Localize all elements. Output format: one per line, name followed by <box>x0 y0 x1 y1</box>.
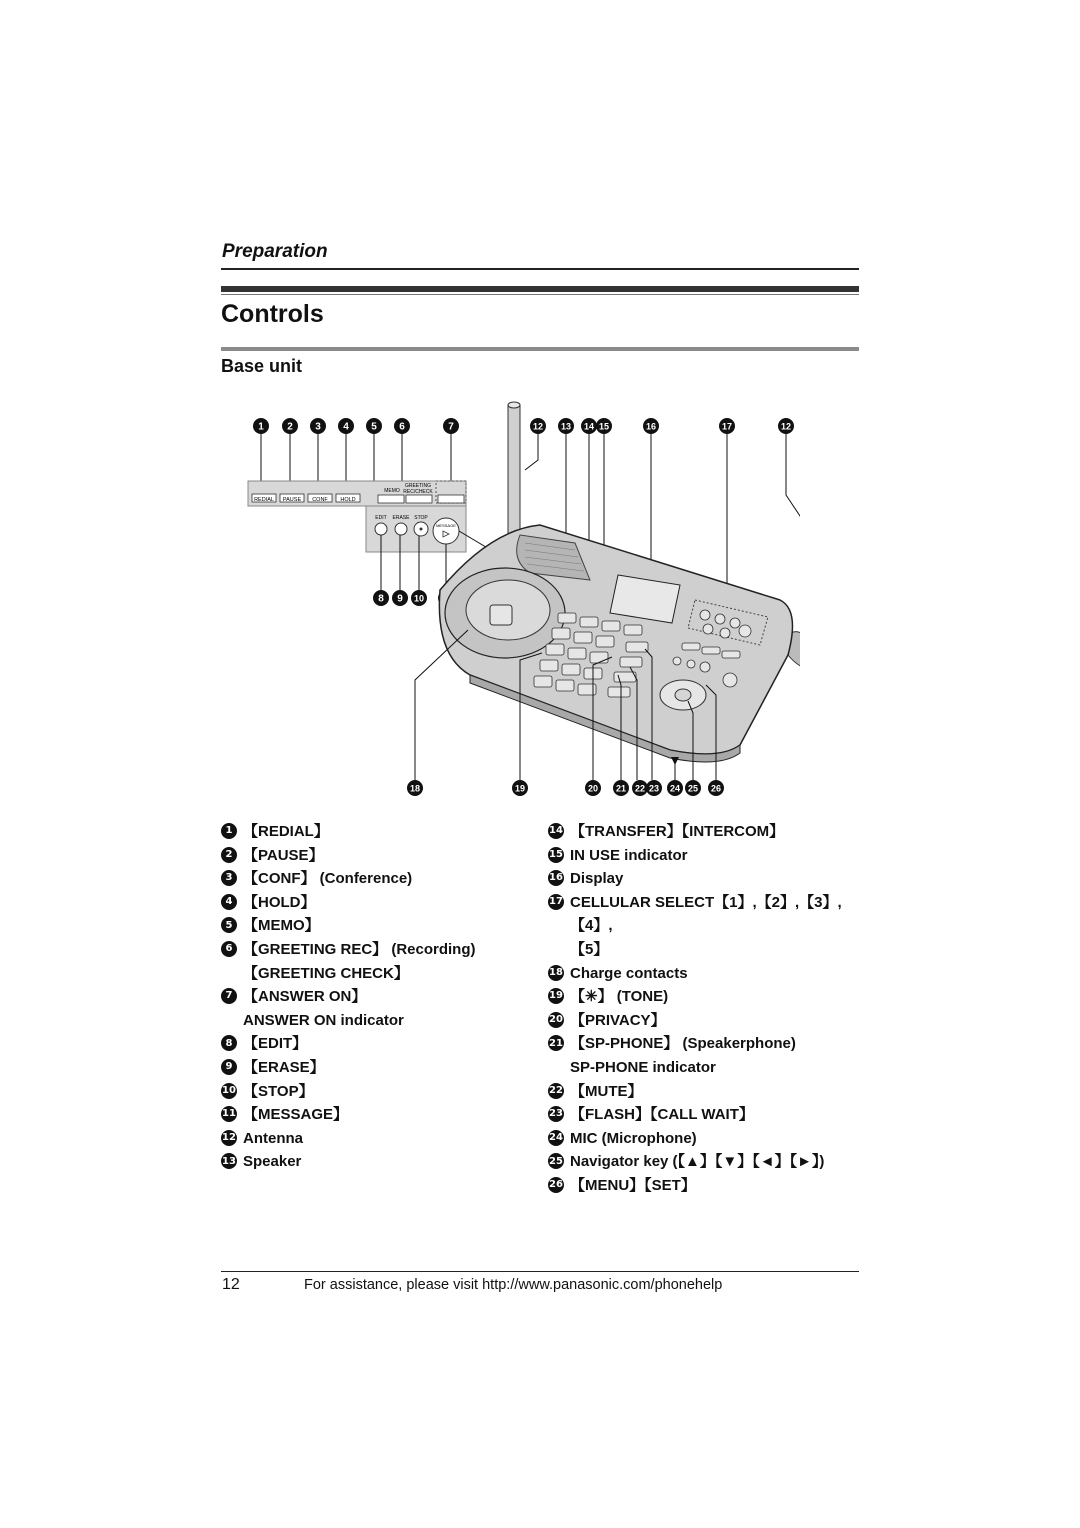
legend-item <box>548 1174 868 1198</box>
svg-text:14: 14 <box>583 421 595 432</box>
legend-number-badge: 13 <box>221 1153 237 1169</box>
footer-rule <box>221 1271 859 1272</box>
legend-item <box>548 1103 868 1127</box>
svg-text:16: 16 <box>645 421 657 432</box>
panel-stop: STOP <box>414 515 428 521</box>
legend-text: Speaker <box>243 1153 302 1171</box>
svg-text:12: 12 <box>780 421 792 432</box>
svg-text:3: 3 <box>315 421 321 433</box>
legend-text: 【HOLD】 <box>243 893 316 911</box>
base-unit-diagram <box>240 395 800 805</box>
legend-item <box>548 1009 868 1033</box>
legend-number-badge: 4 <box>221 894 237 910</box>
legend-text: 【EDIT】 <box>243 1035 308 1053</box>
svg-text:23: 23 <box>648 783 660 794</box>
legend-item <box>548 891 868 962</box>
legend-text: 【TRANSFER】【INTERCOM】 <box>570 823 785 840</box>
section-header: Preparation <box>222 241 328 262</box>
page-title: Controls <box>221 300 324 328</box>
header-rule <box>221 268 859 270</box>
callout-12b <box>778 418 794 434</box>
callouts-top <box>253 418 794 434</box>
svg-text:9: 9 <box>397 593 403 605</box>
svg-text:18: 18 <box>409 783 421 794</box>
callout-7 <box>443 418 459 434</box>
legend-number-badge: 14 <box>548 823 564 839</box>
legend-number-badge: 3 <box>221 870 237 886</box>
callout-5 <box>366 418 382 434</box>
legend-text: Navigator key (【▲】【▼】【◄】【►】) <box>570 1153 825 1171</box>
base-unit-body <box>439 525 792 762</box>
legend-item <box>221 1080 521 1104</box>
legend-number-badge: 23 <box>548 1106 564 1122</box>
legend-number-badge: 12 <box>221 1130 237 1146</box>
legend-item <box>548 1150 868 1174</box>
callouts-bottom <box>407 780 724 796</box>
svg-text:8: 8 <box>378 593 384 605</box>
legend-number-badge: 24 <box>548 1130 564 1146</box>
legend-number-badge: 17 <box>548 894 564 910</box>
legend-text: 【MEMO】 <box>243 917 320 935</box>
legend-text: 【FLASH】【CALL WAIT】 <box>570 1106 754 1124</box>
panel-rec-check: REC/CHECK <box>403 489 433 495</box>
legend-text: 【CONF】 (Conference) <box>243 870 413 888</box>
panel-memo: MEMO <box>384 488 400 494</box>
legend-right <box>548 820 868 1198</box>
legend-text: 【ANSWER ON】 ANSWER ON indicator <box>243 988 404 1029</box>
svg-text:21: 21 <box>615 783 627 794</box>
panel-pause: PAUSE <box>282 497 302 503</box>
svg-text:15: 15 <box>598 421 610 432</box>
legend-text: Antenna <box>243 1129 303 1147</box>
svg-text:20: 20 <box>587 783 599 794</box>
panel-greeting: GREETING <box>404 483 432 489</box>
legend-item <box>221 1150 521 1174</box>
legend-number-badge: 26 <box>548 1177 564 1193</box>
legend-item <box>548 1080 868 1104</box>
legend-number-badge: 2 <box>221 847 237 863</box>
legend-number-badge: 8 <box>221 1035 237 1051</box>
svg-text:22: 22 <box>634 783 646 794</box>
svg-text:4: 4 <box>343 421 349 433</box>
legend-item <box>221 867 521 891</box>
legend-item <box>221 1127 521 1151</box>
legend-number-badge: 5 <box>221 917 237 933</box>
svg-text:2: 2 <box>287 421 293 433</box>
antenna-left <box>508 402 520 543</box>
legend-item <box>548 820 868 844</box>
panel-edit: EDIT <box>375 515 387 521</box>
svg-text:26: 26 <box>710 783 722 794</box>
legend-number-badge: 7 <box>221 988 237 1004</box>
legend-item <box>548 962 868 986</box>
callout-2 <box>282 418 298 434</box>
page-subtitle: Base unit <box>221 356 303 376</box>
legend-item <box>221 914 521 938</box>
svg-text:25: 25 <box>687 783 699 794</box>
legend-number-badge: 18 <box>548 965 564 981</box>
legend-text: Display <box>570 870 624 888</box>
callout-17 <box>719 418 735 434</box>
panel-conf: CONF <box>312 497 328 503</box>
legend-number-badge: 11 <box>221 1106 237 1122</box>
panel-inset <box>248 481 466 552</box>
svg-text:13: 13 <box>560 421 572 432</box>
legend-number-badge: 16 <box>548 870 564 886</box>
legend-text: 【STOP】 <box>243 1082 314 1100</box>
callout-12a <box>530 418 546 434</box>
title-rule-thin <box>221 294 859 295</box>
legend-item <box>221 891 521 915</box>
callout-3 <box>310 418 326 434</box>
svg-text:7: 7 <box>448 421 454 433</box>
legend-item <box>221 1103 521 1127</box>
svg-text:19: 19 <box>514 783 526 794</box>
legend-number-badge: 20 <box>548 1012 564 1028</box>
title-rule-thick <box>221 286 859 292</box>
legend-number-badge: 10 <box>221 1083 237 1099</box>
legend-item <box>221 1032 521 1056</box>
legend-left <box>221 820 521 1174</box>
legend-item <box>221 938 521 985</box>
legend-item <box>221 844 521 868</box>
legend-number-badge: 9 <box>221 1059 237 1075</box>
legend-text: 【MESSAGE】 <box>243 1106 349 1124</box>
panel-erase: ERASE <box>392 515 410 521</box>
svg-text:1: 1 <box>258 421 264 433</box>
callout-6 <box>394 418 410 434</box>
legend-text: 【REDIAL】 <box>243 823 329 840</box>
svg-text:10: 10 <box>413 593 425 604</box>
panel-message: MESSAGE <box>436 523 456 528</box>
panel-redial: REDIAL <box>254 497 274 503</box>
legend-number-badge: 1 <box>221 823 237 839</box>
page-number: 12 <box>222 1276 240 1293</box>
legend-text: 【SP-PHONE】 (Speakerphone) SP-PHONE indicator <box>570 1035 796 1076</box>
svg-text:24: 24 <box>669 783 681 794</box>
legend-text: 【ERASE】 <box>243 1058 325 1076</box>
callout-15 <box>596 418 612 434</box>
svg-text:12: 12 <box>532 421 544 432</box>
legend-number-badge: 21 <box>548 1035 564 1051</box>
legend-item <box>548 867 868 891</box>
legend-item <box>221 985 521 1032</box>
svg-text:5: 5 <box>371 421 377 433</box>
legend-number-badge: 6 <box>221 941 237 957</box>
legend-item <box>548 985 868 1009</box>
legend-item <box>548 1032 868 1079</box>
footer-text: For assistance, please visit http://www.panasonic.com/phonehelp <box>304 1277 723 1293</box>
legend-item <box>221 820 521 844</box>
legend-number-badge: 15 <box>548 847 564 863</box>
subtitle-rule <box>221 347 859 351</box>
legend-text: 【PAUSE】 <box>243 846 324 864</box>
callout-13 <box>558 418 574 434</box>
legend-text: MIC (Microphone) <box>570 1129 697 1147</box>
callout-14 <box>581 418 597 434</box>
legend-text: 【✳】 (TONE) <box>570 988 669 1006</box>
legend-text: 【GREETING REC】 (Recording) 【GREETING CHECK】 <box>243 940 476 982</box>
legend-item <box>548 1127 868 1151</box>
callout-4 <box>338 418 354 434</box>
legend-text: 【PRIVACY】 <box>570 1011 666 1029</box>
panel-hold: HOLD <box>340 497 356 503</box>
svg-text:17: 17 <box>721 421 733 432</box>
legend-item <box>221 1056 521 1080</box>
legend-number-badge: 19 <box>548 988 564 1004</box>
callout-1 <box>253 418 269 434</box>
legend-text: 【MUTE】 <box>570 1082 643 1100</box>
legend-text: IN USE indicator <box>570 846 688 864</box>
svg-text:6: 6 <box>399 421 405 433</box>
legend-number-badge: 22 <box>548 1083 564 1099</box>
legend-text: Charge contacts <box>570 964 688 982</box>
legend-item <box>548 844 868 868</box>
legend-text: 【MENU】【SET】 <box>570 1176 696 1194</box>
legend-text: CELLULAR SELECT【1】,【2】,【3】,【4】, 【5】 <box>570 893 842 958</box>
legend-number-badge: 25 <box>548 1153 564 1169</box>
callout-16 <box>643 418 659 434</box>
